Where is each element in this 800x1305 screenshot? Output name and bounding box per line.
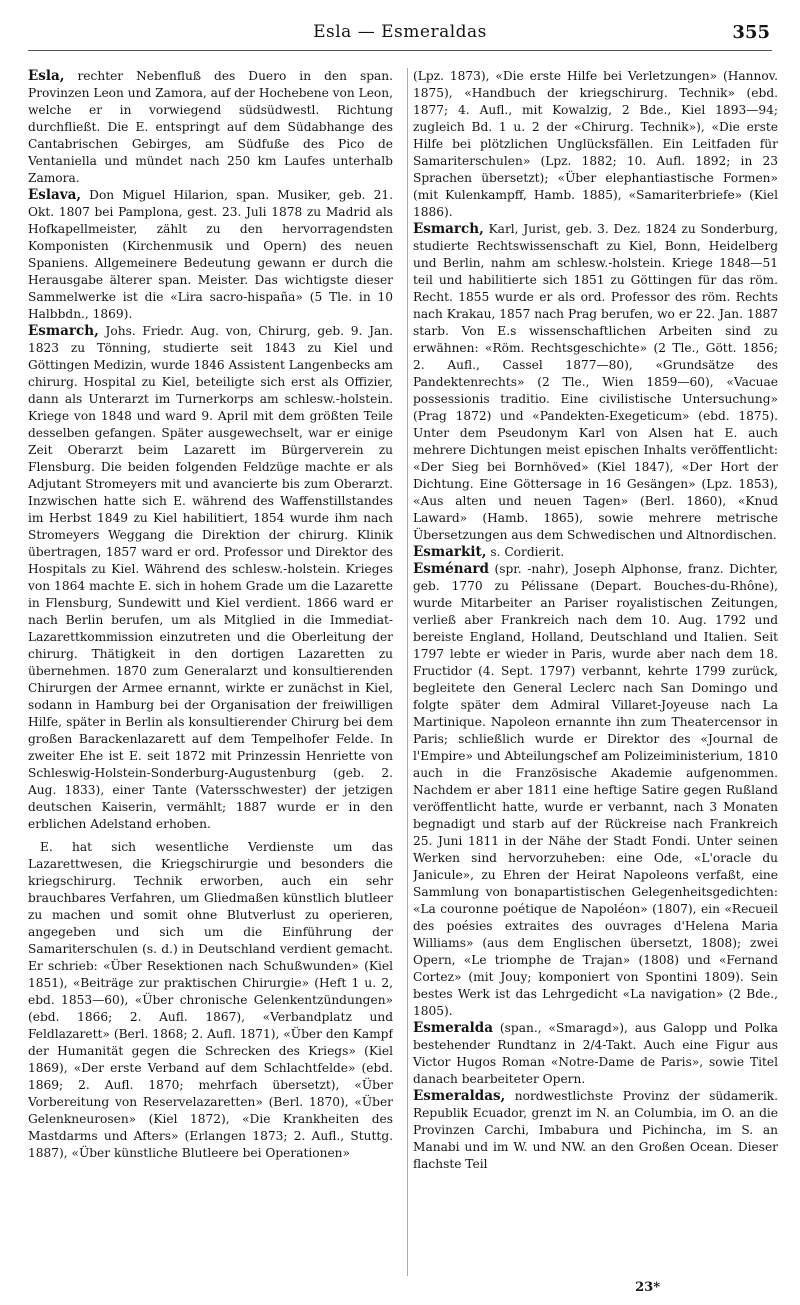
- left-column: [28, 68, 393, 1276]
- entry-headword: Esmarch,: [28, 323, 99, 339]
- entry-paragraph: [413, 561, 778, 1020]
- text-columns: [28, 68, 778, 1276]
- entry-paragraph: [413, 68, 778, 221]
- page-header: [28, 20, 772, 50]
- entry-text: Don Miguel Hilarion, span. Musiker, geb. 21. Okt. 1807 bei Pamplona, gest. 23. Juli 1878 zu Madrid als Hofkapellmeister, zählt zu den hervorragendsten Komponisten (Kirchenmusik und Opern) des neuen Spaniens. Allgemeinere Bedeutung gewann er durch die Herausgabe älterer span. Meister. Das wichtigste dieser Sammelwerke ist die «Lira sacro-hispaña» (5 Tle. in 10 Halbbdn., 1869).: [28, 188, 393, 321]
- entry-headword: Esmeraldas,: [413, 1088, 506, 1104]
- entry-paragraph: [413, 1020, 778, 1088]
- entry-headword: Esménard: [413, 561, 489, 577]
- right-column: [413, 68, 778, 1276]
- entry-text: Karl, Jurist, geb. 3. Dez. 1824 zu Sonderburg, studierte Rechtswissenschaft zu Kiel, Bonn, Heidelberg und Berlin, nahm am schlesw.-holstein. Kriege 1848—51 teil und habilitierte sich 1851 zu Göttingen für das röm. Recht. 1855 wurde er als ord. Professor des röm. Rechts nach Krakau, 1857 nach Prag berufen, wo er 22. Jan. 1887 starb. Von E.s wissenschaftlichen Arbeiten sind zu erwähnen: «Röm. Rechtsgeschichte» (2 Tle., Gött. 1856; 2. Aufl., Cassel 1877—80), «Grundsätze des Pandektenrechts» (2 Tle., Wien 1859—60), «Vacuae possessionis traditio. Eine civilistische Untersuchung» (Prag 1872) und «Pandekten-Exegeticum» (ebd. 1875). Unter dem Pseudonym Karl von Alsen hat E. auch mehrere Dichtungen meist epischen Inhalts veröffentlicht: «Der Sieg bei Bornhöved» (Kiel 1847), «Der Hort der Dichtung. Eine Göttersage in 16 Gesängen» (Lpz. 1853), «Aus alten und neuen Tagen» (Berl. 1860), «Knud Laward» (Hamb. 1865), sowie mehrere metrische Übersetzungen aus dem Schwedischen und Altnordischen.: [413, 222, 778, 542]
- entry-text: E. hat sich wesentliche Verdienste um das Lazarettwesen, die Kriegschirurgie und besonders die kriegschirurg. Technik erworben, auch ein sehr brauchbares Verfahren, um Gliedmaßen künstlich blutleer zu machen und somit ohne Blutverlust zu operieren, angegeben und sich um die Einführung der Samariterschulen (s. d.) in Deutschland verdient gemacht. Er schrieb: «Über Resektionen nach Schußwunden» (Kiel 1851), «Beiträge zur praktischen Chirurgie» (Heft 1 u. 2, ebd. 1853—60), «Über chronische Gelenkentzündungen» (ebd. 1866; 2. Aufl. 1867), «Verbandplatz und Feldlazarett» (Berl. 1868; 2. Aufl. 1871), «Über den Kampf der Humanität gegen die Schrecken des Kriegs» (Kiel 1869), «Der erste Verband auf dem Schlachtfelde» (ebd. 1869; 2. Aufl. 1870; mehrfach übersetzt), «Über Vorbereitung von Reservelazaretten» (Berl. 1870), «Über Gelenkneurosen» (Kiel 1872), «Die Krankheiten des Mastdarms und Afters» (Erlangen 1873; 2. Aufl., Stuttg. 1887), «Über künstliche Blutleere bei Operationen»: [28, 840, 393, 1160]
- entry-headword: Eslava,: [28, 187, 82, 203]
- entry-headword: Esmarkit,: [413, 544, 487, 560]
- entry-paragraph: [28, 187, 393, 323]
- entry-text: nordwestlichste Provinz der südamerik. Republik Ecuador, grenzt im N. an Columbia, im O. an die Provinzen Carchi, Imbabura und Pichincha, im S. an Manabi und im W. und NW. an den Großen Ocean. Dieser flachste Teil: [413, 1089, 778, 1171]
- page-number: 355: [732, 22, 770, 43]
- entry-text: s. Cordierit.: [486, 545, 565, 559]
- entry-paragraph: [413, 1088, 778, 1173]
- entry-text: (Lpz. 1873), «Die erste Hilfe bei Verletzungen» (Hannov. 1875), «Handbuch der kriegschirurg. Technik» (ebd. 1877; 4. Aufl., mit Kowalzig, 2 Bde., Kiel 1893—94; zugleich Bd. 1 u. 2 der «Chirurg. Technik»), «Die erste Hilfe bei plötzlichen Unglücksfällen. Ein Leitfaden für Samariterschulen» (Lpz. 1882; 10. Aufl. 1892; in 23 Sprachen übersetzt); «Über elephantiastische Formen» (mit Kulenkampff, Hamb. 1885), «Samariterbriefe» (Kiel 1886).: [413, 69, 778, 219]
- entry-paragraph: [413, 544, 778, 561]
- entry-text: rechter Nebenfluß des Duero in den span. Provinzen Leon und Zamora, auf der Hochebene von Leon, welche er in vorwiegend südsüdwestl. Richtung durchfließt. Die E. entspringt auf dem Südabhange des Cantabrischen Gebirges, am Südfuße des Pico de Ventaniella und mündet nach 250 km Laufes unterhalb Zamora.: [28, 69, 393, 185]
- signature-mark: 23*: [635, 1280, 660, 1295]
- column-divider: [407, 68, 408, 1276]
- running-head: Esla — Esmeraldas: [313, 22, 487, 42]
- entry-text: Johs. Friedr. Aug. von, Chirurg, geb. 9. Jan. 1823 zu Tönning, studierte seit 1843 zu Kiel und Göttingen Medizin, wurde 1846 Assistent Langenbecks am chirurg. Hospital zu Kiel, beteiligte sich erst als Offizier, dann als Unterarzt im Turnerkorps am schlesw.-holstein. Kriege von 1848 und ward 9. April mit dem größten Teile desselben gefangen. Später ausgewechselt, war er einige Zeit Oberarzt beim Lazarett im Bürgerverein zu Flensburg. Die beiden folgenden Feldzüge machte er als Adjutant Stromeyers mit und avancierte bis zum Oberarzt. Inzwischen hatte sich E. während des Waffenstillstandes im Herbst 1849 zu Kiel habilitiert, 1854 wurde ihm nach Stromeyers Weggang die Direktion der chirurg. Klinik übertragen, 1857 ward er ord. Professor und Direktor des Hospitals zu Kiel. Während des schlesw.-holstein. Krieges von 1864 machte E. sich in hohem Grade um die Lazarette in Flensburg, Sundewitt und Kiel verdient. 1866 ward er nach Berlin berufen, um als Mitglied in die Immediat-Lazarettkommission einzutreten und die Oberleitung der chirurg. Thätigkeit in den dortigen Lazaretten zu übernehmen. 1870 zum Generalarzt und konsultierenden Chirurgen der Armee ernannt, wirkte er zunächst in Kiel, sodann in Hamburg bei der Organisation der freiwilligen Hilfe, später in Berlin als konsultierender Chirurg bei dem großen Barackenlazarett auf dem Tempelhofer Felde. In zweiter Ehe ist E. seit 1872 mit Prinzessin Henriette von Schleswig-Holstein-Sonderburg-Augustenburg (geb. 2. Aug. 1833), einer Tante (Vatersschwester) der jetzigen deutschen Kaiserin, vermählt; 1887 wurde er in den erblichen Adelstand erhoben.: [28, 324, 393, 831]
- entry-headword: Esmeralda: [413, 1020, 493, 1036]
- entry-headword: Esmarch,: [413, 221, 484, 237]
- header-rule: [28, 50, 772, 51]
- entry-paragraph: [28, 839, 393, 1162]
- entry-text: (span., «Smaragd»), aus Galopp und Polka bestehender Rundtanz in 2/4-Takt. Auch eine Figur aus Victor Hugos Roman «Notre-Dame de Paris», sowie Titel danach bearbeiteter Opern.: [413, 1021, 778, 1086]
- entry-headword: Esla,: [28, 68, 65, 84]
- entry-paragraph: [28, 323, 393, 833]
- entry-text: (spr. -nahr), Joseph Alphonse, franz. Dichter, geb. 1770 zu Pélissane (Depart. Bouches-du-Rhône), wurde Mitarbeiter an Pariser royalistischen Zeitungen, verließ aber Frankreich nach dem 10. Aug. 1792 und bereiste England, Holland, Deutschland und Italien. Seit 1797 lebte er wieder in Paris, wurde aber nach dem 18. Fructidor (4. Sept. 1797) verbannt, kehrte 1799 zurück, begleitete den General Leclerc nach San Domingo und folgte später dem Admiral Villaret-Joyeuse nach La Martinique. Napoleon ernannte ihn zum Theatercensor in Paris; schließlich wurde er Direktor des «Journal de l'Empire» und Abteilungschef am Polizeiministerium, 1810 auch in die Französische Akademie aufgenommen. Nachdem er aber 1811 eine heftige Satire gegen Rußland veröffentlicht hatte, wurde er verbannt, nach 3 Monaten begnadigt und starb auf der Rückreise nach Frankreich 25. Juni 1811 in der Nähe der Stadt Fondi. Unter seinen Werken sind hervorzuheben: eine Ode, «L'oracle du Janicule», zu Ehren der Heirat Napoleons verfaßt, eine Sammlung von bonapartistischen Gelegenheitsgedichten: «La couronne poétique de Napoléon» (1807), ein «Recueil des poésies extraites des ouvrages d'Helena Maria Williams» (aus dem Englischen übersetzt, 1808); zwei Opern, «Le triomphe de Trajan» (1808) und «Fernand Cortez» (mit Jouy; komponiert von Spontini 1809). Sein bestes Werk ist das Lehrgedicht «La navigation» (2 Bde., 1805).: [413, 562, 778, 1018]
- entry-paragraph: [28, 68, 393, 187]
- entry-paragraph: [413, 221, 778, 544]
